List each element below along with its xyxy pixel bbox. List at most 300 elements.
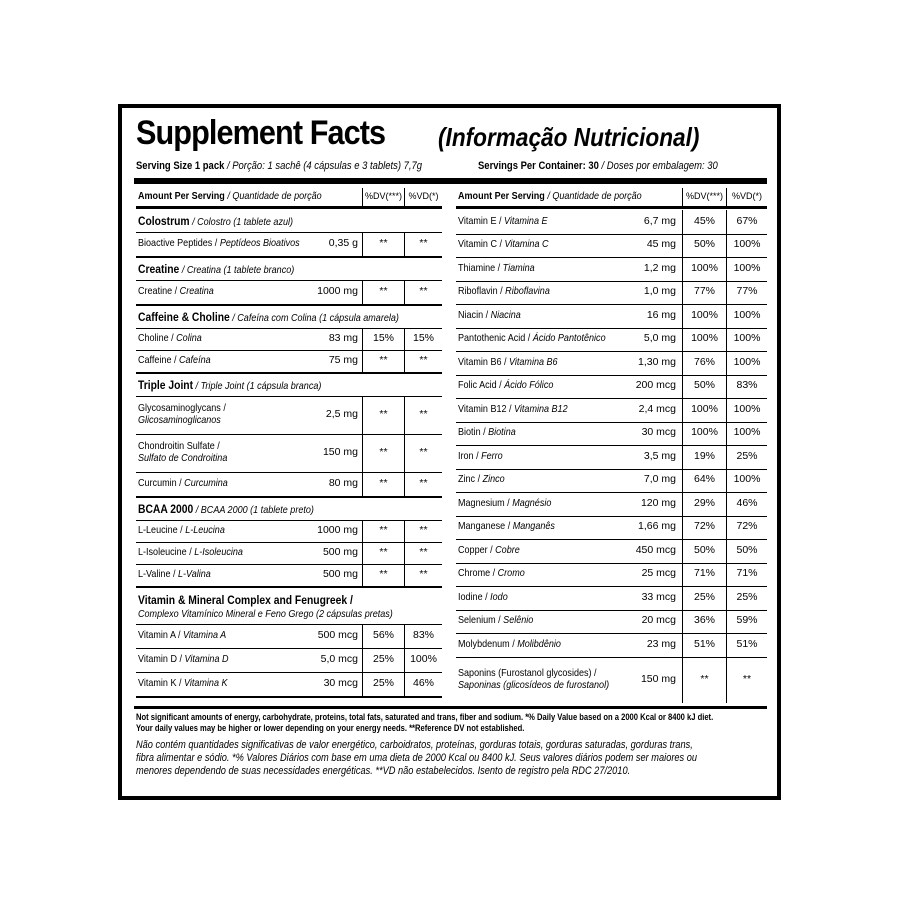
nutrient-row <box>136 396 442 434</box>
nutrient-amount <box>647 304 676 328</box>
nutrient-name-en: Selenium / <box>458 614 504 627</box>
section-title <box>136 500 442 520</box>
daily-value-us-value: 45% <box>693 214 715 227</box>
nutrient-amount-value: 5,0 mg <box>643 332 676 345</box>
daily-value-us-value: 100% <box>691 402 718 415</box>
daily-value-br <box>404 624 442 648</box>
table-header <box>456 188 767 206</box>
nutrient-name <box>458 657 658 703</box>
nutrient-name-pt: Cromo <box>497 567 525 580</box>
nutrient-amount-value: 30 mcg <box>323 677 358 690</box>
nutrient-name-en: Copper / <box>458 543 496 556</box>
daily-value-br <box>726 398 767 422</box>
nutrient-row <box>136 280 442 304</box>
nutrient-amount-value: 500 mg <box>322 568 358 581</box>
nutrient-row <box>456 234 767 258</box>
daily-value-br <box>726 304 767 328</box>
servings-label: Servings Per Container: 30 <box>478 160 599 172</box>
nutrient-name-en: Vitamin K / <box>138 677 185 690</box>
nutrient-name-en: Molybdenum / <box>458 637 518 650</box>
serving-size-label: Serving Size 1 pack <box>136 160 225 172</box>
nutrient-name <box>138 564 223 586</box>
nutrient-name-pt: Sulfato de Condroitina <box>138 452 228 464</box>
nutrient-row <box>136 648 442 672</box>
nutrient-name-text <box>138 403 310 426</box>
nutrient-name-en: L-Valine / <box>138 568 178 581</box>
nutrient-name-en: Vitamin E / <box>458 214 505 227</box>
daily-value-us-value: ** <box>700 672 709 685</box>
nutrient-amount <box>317 280 358 304</box>
nutrient-name-en: Vitamin A / <box>138 629 184 642</box>
daily-value-us-value: 51% <box>693 637 715 650</box>
bottom-rule <box>134 706 767 709</box>
section-title <box>136 260 442 280</box>
daily-value-br-value: 100% <box>733 332 761 345</box>
nutrient-row <box>456 633 767 657</box>
daily-value-us-value: ** <box>379 237 388 250</box>
section-title-text <box>138 594 448 621</box>
daily-value-br-value: 100% <box>410 653 437 666</box>
nutrient-name-en: Vitamin B12 / <box>458 402 515 415</box>
nutrient-name <box>458 304 531 328</box>
daily-value-br <box>726 516 767 540</box>
section-title <box>136 376 442 396</box>
nutrient-name <box>138 520 239 542</box>
nutrient-amount-value: 450 mcg <box>635 543 676 556</box>
nutrient-amount-value: 7,0 mg <box>643 473 676 486</box>
nutrient-name-text <box>138 478 228 490</box>
daily-value-us-value: 76% <box>693 355 715 368</box>
nutrient-name-text <box>458 615 533 627</box>
nutrient-name-pt: Zinco <box>482 473 505 486</box>
section-title-pt: / BCAA 2000 (1 tablete preto) <box>193 504 314 517</box>
nutrient-name-text <box>458 498 551 510</box>
daily-value-br-value: 25% <box>736 590 758 603</box>
daily-value-us-value: 50% <box>693 543 715 556</box>
nutrient-amount-value: 150 mg <box>640 672 676 685</box>
nutrient-name-text <box>458 451 503 463</box>
daily-value-br-value: 50% <box>736 543 758 556</box>
daily-value-us <box>682 445 726 469</box>
daily-value-br <box>726 633 767 657</box>
nutrient-row <box>456 492 767 516</box>
daily-value-us-value: ** <box>379 446 388 459</box>
nutrient-row <box>136 232 442 256</box>
nutrient-amount <box>644 469 676 493</box>
nutrient-amount-value: 1,2 mg <box>643 261 676 274</box>
nutrient-name-pt: Vitamina A <box>183 629 227 642</box>
nutrient-name-en: Manganese / <box>458 520 513 533</box>
footer-pt-line3: menores dependendo de suas necessidades energéticas. **VD não estabelecidos. Isento de registro pela RDC 27/2010. <box>136 765 631 778</box>
daily-value-us <box>682 398 726 422</box>
nutrient-row <box>136 520 442 542</box>
supplement-facts-label <box>118 104 781 800</box>
nutrient-name-en: Vitamin C / <box>458 238 505 251</box>
nutrient-name-en: Zinc / <box>458 473 483 486</box>
nutrient-row <box>456 351 767 375</box>
nutrient-amount <box>638 516 676 540</box>
daily-value-us <box>682 516 726 540</box>
nutrient-amount <box>329 328 358 350</box>
nutrient-row <box>456 563 767 587</box>
footer-en-line2: Your daily values may be higher or lower depending on your energy needs. **Reference DV not established. <box>136 723 525 735</box>
nutrient-amount <box>636 539 676 563</box>
daily-value-us-value: 77% <box>693 285 715 298</box>
nutrient-row <box>456 657 767 703</box>
section-title-text <box>138 379 321 393</box>
daily-value-br-value: 46% <box>412 677 434 690</box>
nutrient-amount <box>642 610 676 634</box>
header-dv-us-text: %DV(***) <box>685 191 723 202</box>
daily-value-br <box>726 610 767 634</box>
daily-value-br <box>726 375 767 399</box>
daily-value-br-value: 46% <box>736 496 758 509</box>
nutrient-name-text <box>458 263 535 275</box>
nutrient-amount <box>324 672 358 696</box>
daily-value-us <box>682 586 726 610</box>
daily-value-us-value: ** <box>379 477 388 490</box>
nutrient-name-en: Chondroitin Sulfate / <box>138 440 220 453</box>
nutrient-name-text <box>458 310 521 322</box>
row-divider <box>136 304 442 306</box>
nutrient-name <box>138 280 226 304</box>
daily-value-br-value: 83% <box>412 629 434 642</box>
daily-value-us-value: 25% <box>372 677 394 690</box>
daily-value-br <box>404 520 442 542</box>
section-title-text <box>138 263 294 277</box>
nutrient-name <box>458 539 530 563</box>
nutrient-name <box>138 328 212 350</box>
nutrient-name-text <box>138 238 300 250</box>
nutrient-name-en: Choline / <box>138 332 177 345</box>
daily-value-br <box>726 539 767 563</box>
nutrient-name-pt: Tiamina <box>502 261 535 274</box>
nutrient-name <box>458 351 574 375</box>
nutrient-name <box>458 210 562 234</box>
daily-value-br-value: 51% <box>736 637 758 650</box>
daily-value-br <box>404 648 442 672</box>
nutrient-name-en: Iron / <box>458 449 482 462</box>
daily-value-us <box>682 492 726 516</box>
nutrient-amount <box>642 563 676 587</box>
header-dv-us <box>362 188 404 206</box>
nutrient-name <box>138 672 242 696</box>
footer-pt-line2: fibra alimentar e sódio. *% Valores Diários com base em uma dieta de 2000 Kcal ou 8400 kJ. Seus valores diários podem ser maiores ou <box>136 751 698 764</box>
daily-value-us <box>682 610 726 634</box>
daily-value-us-value: 100% <box>691 426 718 439</box>
nutrient-name-pt: Niacina <box>490 308 521 321</box>
daily-value-br-value: 100% <box>733 238 761 251</box>
nutrient-name-en: Biotin / <box>458 426 489 439</box>
header-amount-per-serving-pt: / Quantidade de porção <box>224 190 322 203</box>
daily-value-br <box>726 281 767 305</box>
right-nutrient-table <box>456 188 767 704</box>
header-amount-per-serving: Amount Per Serving <box>458 190 545 203</box>
nutrient-name-pt: Ácido Fólico <box>504 379 554 392</box>
nutrient-name-pt: Iodo <box>490 590 508 603</box>
daily-value-br <box>404 564 442 586</box>
nutrient-amount <box>323 434 358 472</box>
nutrient-amount <box>644 281 676 305</box>
nutrient-amount-value: 6,7 mg <box>643 214 676 227</box>
header-dv-us-text: %DV(***) <box>364 191 402 202</box>
row-divider <box>136 586 442 588</box>
daily-value-us <box>362 232 404 256</box>
servings-per-container <box>478 160 718 172</box>
nutrient-row <box>456 375 767 399</box>
section-title-en: Vitamin & Mineral Complex and Fenugreek / <box>138 592 353 607</box>
nutrient-row <box>136 472 442 496</box>
nutrient-name-pt: Vitamina K <box>184 677 228 690</box>
daily-value-br-value: 67% <box>736 214 758 227</box>
nutrient-name-text <box>138 630 226 642</box>
nutrient-name-text <box>458 380 553 392</box>
nutrient-name <box>458 633 578 657</box>
daily-value-us <box>362 520 404 542</box>
daily-value-us <box>362 542 404 564</box>
nutrient-amount <box>644 210 676 234</box>
daily-value-br-value: ** <box>419 568 428 581</box>
nutrient-row <box>136 542 442 564</box>
row-divider <box>136 496 442 498</box>
nutrient-name-en: Saponins (Furostanol glycosides) / <box>458 666 597 679</box>
nutrient-name <box>138 434 338 472</box>
daily-value-us-value: ** <box>379 408 388 421</box>
nutrient-name-text <box>458 404 568 416</box>
nutrient-row <box>456 281 767 305</box>
daily-value-br <box>726 422 767 446</box>
nutrient-name-text <box>458 568 525 580</box>
daily-value-br <box>404 232 442 256</box>
row-divider <box>136 372 442 374</box>
daily-value-br <box>404 434 442 472</box>
daily-value-us <box>682 657 726 703</box>
nutrient-name <box>138 648 243 672</box>
nutrient-amount-value: 1000 mg <box>317 285 358 298</box>
nutrient-name <box>458 445 510 469</box>
section-title-cell <box>138 212 318 232</box>
daily-value-us-value: ** <box>379 546 388 559</box>
daily-value-br <box>726 328 767 352</box>
nutrient-amount <box>638 351 676 375</box>
nutrient-name-text <box>458 474 505 486</box>
nutrient-row <box>136 350 442 372</box>
daily-value-br-value: 59% <box>736 614 758 627</box>
daily-value-br <box>726 469 767 493</box>
daily-value-br-value: ** <box>419 354 428 367</box>
nutrient-name-en: L-Leucine / <box>138 524 186 537</box>
daily-value-br <box>726 210 767 234</box>
nutrient-amount <box>644 328 676 352</box>
page-title: Supplement Facts <box>136 114 386 152</box>
nutrient-amount-value: 2,4 mcg <box>638 402 676 415</box>
daily-value-br-value: 72% <box>736 520 758 533</box>
daily-value-us <box>682 328 726 352</box>
daily-value-br <box>726 492 767 516</box>
nutrient-name <box>458 281 565 305</box>
nutrient-amount-value: 3,5 mg <box>643 449 676 462</box>
section-title-text <box>138 311 399 325</box>
nutrient-amount <box>329 350 358 372</box>
nutrient-name-pt: Cobre <box>495 543 520 556</box>
nutrient-name-text <box>138 569 211 581</box>
daily-value-br-value: 71% <box>736 567 758 580</box>
nutrient-row <box>456 257 767 281</box>
nutrient-row <box>136 328 442 350</box>
daily-value-br <box>404 672 442 696</box>
daily-value-br <box>404 280 442 304</box>
daily-value-br-value: ** <box>419 285 428 298</box>
nutrient-name-en: Folic Acid / <box>458 379 505 392</box>
nutrient-name-pt: Magnésio <box>512 496 552 509</box>
nutrient-name-text <box>458 668 630 691</box>
daily-value-br-value: 100% <box>733 308 761 321</box>
nutrient-name <box>458 469 512 493</box>
daily-value-us <box>362 648 404 672</box>
nutrient-name-pt: Vitamina D <box>184 653 229 666</box>
nutrient-amount-value: 75 mg <box>328 354 358 367</box>
left-nutrient-table <box>136 188 442 704</box>
daily-value-br-value: ** <box>419 524 428 537</box>
nutrient-name-en: Glycosaminoglycans / <box>138 402 226 415</box>
daily-value-br-value: 100% <box>733 473 761 486</box>
nutrient-name-pt: Manganês <box>512 520 555 533</box>
nutrient-amount-value: 45 mg <box>646 238 676 251</box>
nutrient-amount-value: 1,0 mg <box>643 285 676 298</box>
nutrient-name <box>458 422 525 446</box>
nutrient-row <box>456 516 767 540</box>
nutrient-name-text <box>138 441 310 464</box>
nutrient-name-en: Vitamin B6 / <box>458 355 510 368</box>
header-label <box>138 188 352 206</box>
nutrient-name-pt: Selênio <box>503 614 534 627</box>
nutrient-name-pt: Riboflavina <box>505 285 550 298</box>
nutrient-amount <box>317 520 358 542</box>
daily-value-us <box>682 469 726 493</box>
section-title-en: BCAA 2000 <box>138 502 194 517</box>
nutrient-row <box>456 586 767 610</box>
nutrient-row <box>456 539 767 563</box>
daily-value-us <box>362 672 404 696</box>
footer-en-line1: Not significant amounts of energy, carbohydrate, proteins, total fats, saturated and trans, fiber and sodium. *% Daily Value based on a 2000 Kcal or 8400 kJ diet. <box>136 712 714 723</box>
daily-value-br-value: ** <box>742 672 752 685</box>
nutrient-amount <box>642 586 676 610</box>
nutrient-name-en: Pantothenic Acid / <box>458 332 533 345</box>
section-title-pt: / Creatina (1 tablete branco) <box>179 264 295 277</box>
nutrient-name <box>458 375 569 399</box>
page-title-pt: (Informação Nutricional) <box>438 122 700 152</box>
nutrient-amount-value: 1,66 mg <box>638 520 676 533</box>
nutrient-amount <box>329 472 358 496</box>
daily-value-us-value: 72% <box>693 520 715 533</box>
nutrient-amount-value: 1000 mg <box>317 524 358 537</box>
daily-value-us <box>682 234 726 258</box>
daily-value-br-value: 83% <box>736 379 758 392</box>
nutrient-name-pt: Vitamina B6 <box>509 355 558 368</box>
daily-value-us-value: 100% <box>691 261 718 274</box>
nutrient-amount-value: 23 mg <box>646 637 676 650</box>
section-title-en: Colostrum <box>138 214 190 229</box>
nutrient-amount <box>641 657 676 703</box>
nutrient-name-en: Chrome / <box>458 567 498 580</box>
nutrient-name <box>138 472 242 496</box>
nutrient-row <box>456 398 767 422</box>
nutrient-amount <box>318 624 358 648</box>
daily-value-us-value: 25% <box>693 590 715 603</box>
daily-value-br-value: 100% <box>733 402 761 415</box>
nutrient-amount-value: 200 mcg <box>635 379 676 392</box>
nutrient-name-text <box>458 239 549 251</box>
nutrient-name-pt: Vitamina E <box>504 214 548 227</box>
nutrient-name-pt: Ácido Pantotênico <box>532 332 606 345</box>
daily-value-us-value: 50% <box>693 238 715 251</box>
nutrient-name <box>138 542 260 564</box>
daily-value-us-value: 100% <box>691 308 718 321</box>
nutrient-name-text <box>138 355 211 367</box>
nutrient-amount-value: 83 mg <box>328 332 358 345</box>
section-title-cell <box>138 500 343 520</box>
nutrient-name-text <box>138 678 228 690</box>
footer-pt-line1: Não contém quantidades significativas de valor energético, carboidratos, proteínas, gorduras totais, gorduras saturadas, gorduras trans, <box>136 738 693 751</box>
daily-value-us-value: 15% <box>372 332 394 345</box>
nutrient-name-pt: Glicosaminoglicanos <box>138 414 221 426</box>
nutrient-name-en: Magnesium / <box>458 496 513 509</box>
header-label-text <box>458 191 642 203</box>
section-title <box>136 590 442 624</box>
nutrient-name-text <box>458 521 555 533</box>
daily-value-us-value: 36% <box>693 614 715 627</box>
nutrient-name-text <box>458 592 508 604</box>
daily-value-us <box>682 563 726 587</box>
nutrient-amount-value: 2,5 mg <box>325 408 358 421</box>
servings-pt: / Doses por embalagem: 30 <box>598 160 718 172</box>
section-title-text <box>138 503 314 517</box>
daily-value-us-value: 50% <box>693 379 715 392</box>
daily-value-us-value: 100% <box>691 332 718 345</box>
section-title-text <box>138 215 293 229</box>
section-title-en: Triple Joint <box>138 378 194 393</box>
nutrient-name-pt: L-Isoleucina <box>194 546 243 559</box>
section-title-pt: / Colostro (1 tablete azul) <box>189 216 294 229</box>
daily-value-us <box>682 210 726 234</box>
daily-value-us <box>362 472 404 496</box>
nutrient-name <box>138 396 338 434</box>
section-title-cell <box>138 376 351 396</box>
daily-value-br <box>726 257 767 281</box>
daily-value-us <box>362 280 404 304</box>
daily-value-br-value: 100% <box>733 261 761 274</box>
header-label-text <box>138 191 322 203</box>
nutrient-name <box>458 257 547 281</box>
daily-value-br-value: 25% <box>736 449 758 462</box>
nutrient-amount-value: 16 mg <box>646 308 676 321</box>
serving-size <box>136 160 422 172</box>
daily-value-br-value: ** <box>419 446 428 459</box>
daily-value-us <box>362 328 404 350</box>
daily-value-us <box>682 633 726 657</box>
nutrient-row <box>136 434 442 472</box>
nutrient-name-pt: Curcumina <box>184 477 228 490</box>
section-title-cell <box>138 590 498 624</box>
nutrient-amount <box>326 396 358 434</box>
section-title-en: Creatine <box>138 262 180 277</box>
nutrient-name-pt: Peptídeos Bioativos <box>219 237 300 250</box>
daily-value-us <box>362 564 404 586</box>
nutrient-name-pt: Colina <box>176 332 202 345</box>
section-title-pt: / Triple Joint (1 cápsula branca) <box>193 380 322 393</box>
nutrient-name-pt: Creatina <box>179 285 214 298</box>
nutrient-row <box>456 469 767 493</box>
